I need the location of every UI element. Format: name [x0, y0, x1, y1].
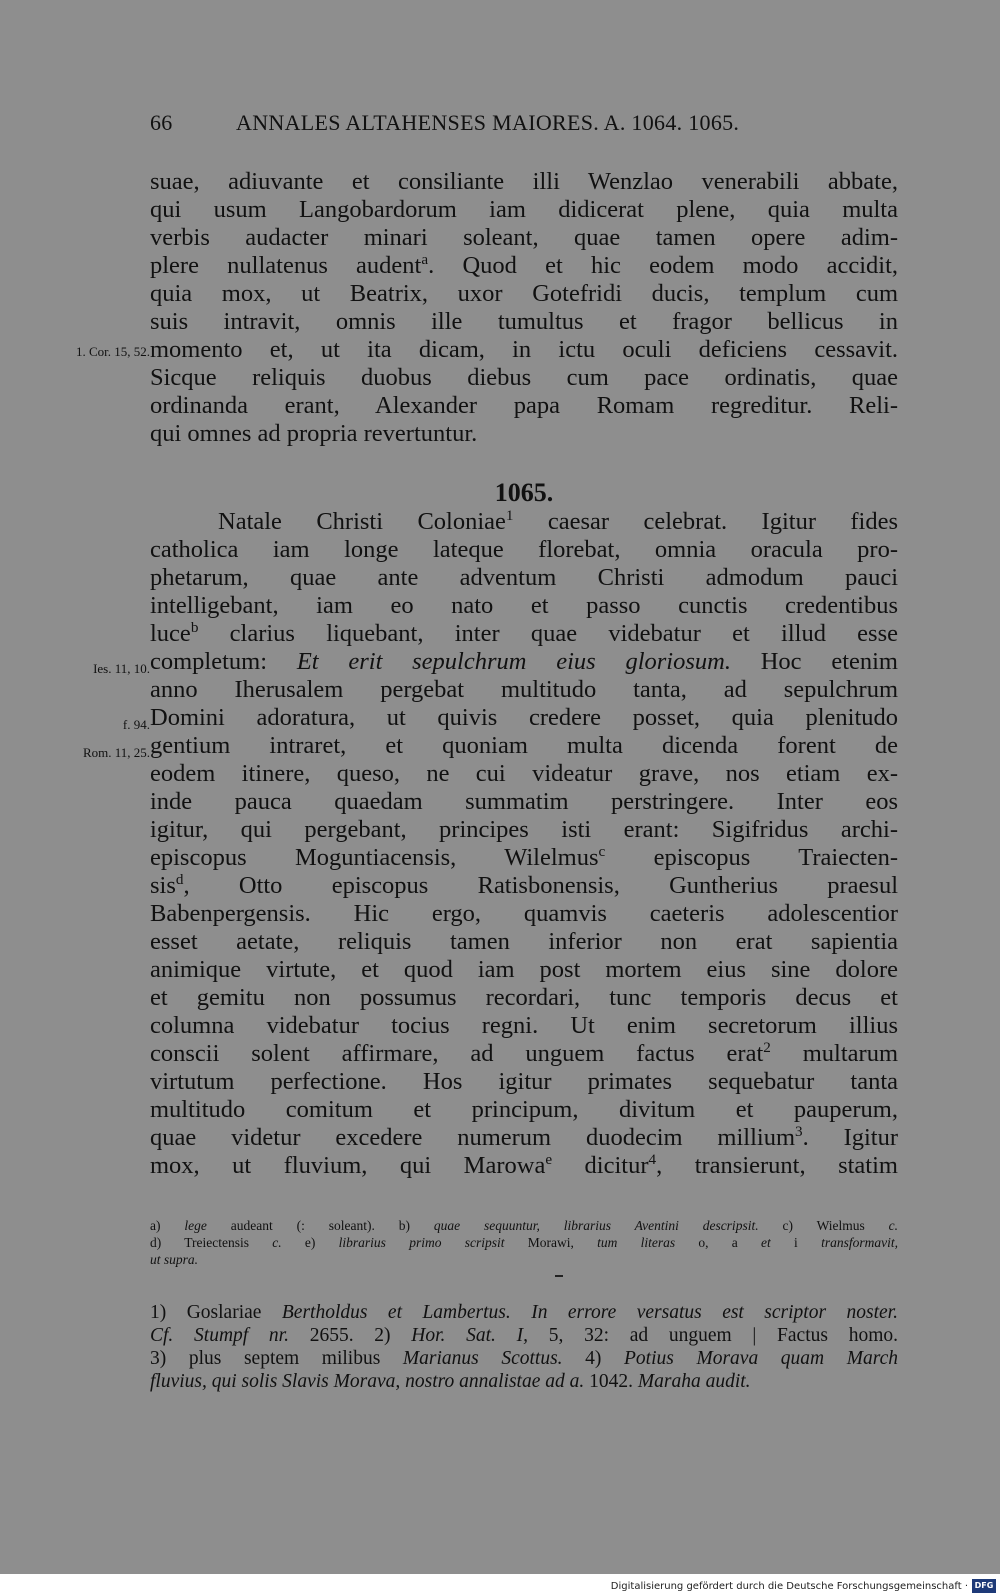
footnote-mark: 2: [763, 1038, 771, 1056]
text-line: episcopus Moguntiacensis, Wilelmus$^c$ episcopus Traiecten-: [150, 842, 899, 871]
text-line: esset aetate, reliquis tamen inferior non erat sapientia: [150, 928, 898, 955]
text-line: completum: Et erit sepulchrum eius gloriosum. Hoc etenim: [150, 648, 898, 675]
text-line: conscii solent affirmare, ad unguem factus erat$^2$ multarum: [150, 1038, 898, 1067]
footnote-line: fluvius, qui solis Slavis Morava, nostro annalistae ad a. 1042. Maraha audit.: [150, 1371, 751, 1392]
separator-mark: [555, 1275, 563, 1277]
biblical-quote: Et erit sepulchrum eius gloriosum.: [296, 648, 731, 675]
footnote-line: 3) plus septem milibus Marianus Scottus. 4) Potius Morava quam March: [150, 1348, 898, 1369]
apparatus-line: d) Treiectensis c. e) librarius primo scripsit Morawi, tum literas o, a et i transformavit,: [150, 1235, 898, 1250]
text-line: sis$^d$, Otto episcopus Ratisbonensis, Guntherius praesul: [150, 870, 898, 899]
text-line: luce$^b$ clarius liquebant, inter quae videbatur et illud esse: [150, 618, 898, 647]
footnote-line: 1) Goslariae Bertholdus et Lambertus. In errore versatus est scriptor noster.: [150, 1302, 898, 1323]
footnote-mark: 3: [795, 1122, 803, 1140]
text-line: animique virtute, et quod iam post mortem eius sine dolore: [150, 956, 898, 983]
footnote-mark: 1: [505, 506, 514, 524]
margin-reference: Ies. 11, 10.: [93, 661, 150, 676]
text-line: verbis audacter minari soleant, quae tamen opere adim-: [150, 224, 898, 251]
text-line: multitudo comitum et principum, divitum et pauperum,: [150, 1096, 898, 1123]
text-line: ordinanda erant, Alexander papa Romam regreditur. Reli-: [150, 392, 898, 419]
text-line: suae, adiuvante et consiliante illi Wenzlao venerabili abbate,: [150, 168, 898, 195]
digitization-credit: Digitalisierung gefördert durch die Deutsche Forschungsgemeinschaft ·: [610, 1581, 968, 1592]
year-heading: 1065.: [494, 478, 554, 507]
text-line: momento et, ut ita dicam, in ictu oculi deficiens cessavit.: [150, 336, 898, 363]
text-line: gentium intraret, et quoniam multa dicenda forent de: [150, 732, 898, 759]
text-line: Domini adoratura, ut quivis credere posset, quia plenitudo: [150, 704, 898, 731]
text-line: eodem itinere, queso, ne cui videatur grave, nos etiam ex-: [150, 760, 898, 787]
text-line: catholica iam longe lateque florebat, omnia oracula pro-: [150, 536, 898, 563]
page-number: 66: [150, 110, 173, 135]
running-title: ANNALES ALTAHENSES MAIORES. A. 1064. 1065.: [236, 110, 740, 135]
apparatus-mark: e: [545, 1150, 553, 1168]
footnote-line: Cf. Stumpf nr. 2655. 2) Hor. Sat. I, 5, 32: ad unguem | Factus homo.: [150, 1325, 898, 1346]
apparatus-line: a) lege audeant (: soleant). b) quae sequuntur, librarius Aventini descripsit. c) Wielmus c.: [150, 1218, 899, 1233]
text-line: Sicque reliquis duobus diebus cum pace ordinatis, quae: [150, 364, 898, 391]
text-line: inde pauca quaedam summatim perstringere. Inter eos: [150, 788, 898, 815]
text-line: suis intravit, omnis ille tumultus et fragor bellicus in: [150, 308, 898, 335]
text-line: mox, ut fluvium, qui Marowa$^e$ dicitur$^4$, transierunt, statim: [150, 1150, 898, 1179]
apparatus-mark: a: [421, 250, 429, 268]
text-line: phetarum, quae ante adventum Christi admodum pauci: [150, 564, 898, 591]
apparatus-mark: d: [175, 870, 184, 888]
text-line: virtutum perfectione. Hos igitur primates sequebatur tanta: [150, 1068, 898, 1095]
apparatus-mark: c: [598, 842, 606, 860]
footnotes: [150, 1302, 898, 1394]
text-line: Babenpergensis. Hic ergo, quamvis caeteris adolescentior: [150, 900, 898, 927]
text-line: Natale Christi Coloniae$^1$ caesar celebrat. Igitur fides: [218, 506, 899, 535]
apparatus-mark: b: [190, 618, 199, 636]
text-line: anno Iherusalem pergebat multitudo tanta, ad sepulchrum: [150, 676, 898, 703]
text-line: qui omnes ad propria revertuntur.: [150, 420, 478, 447]
margin-reference: Rom. 11, 25.: [82, 745, 150, 760]
text-line: quae videtur excedere numerum duodecim millium$^3$. Igitur: [150, 1122, 898, 1151]
footer-strip: [0, 1574, 1000, 1596]
text-line: columna videbatur tocius regni. Ut enim secretorum illius: [150, 1012, 898, 1039]
critical-apparatus: [150, 1218, 898, 1269]
text-line: intelligebant, iam eo nato et passo cunctis credentibus: [150, 592, 898, 619]
text-line: quia mox, ut Beatrix, uxor Gotefridi ducis, templum cum: [150, 280, 898, 307]
text-line: igitur, qui pergebant, principes isti erant: Sigifridus archi-: [150, 816, 898, 843]
text-line: plere nullatenus audent$^a$. Quod et hic eodem modo accidit,: [150, 250, 898, 279]
apparatus-line: ut supra.: [150, 1252, 199, 1267]
margin-reference: f. 94.: [122, 717, 150, 732]
footnote-mark: 4: [648, 1150, 657, 1168]
text-line: et gemitu non possumus recordari, tunc temporis decus et: [150, 984, 898, 1011]
dfg-logo: DFG: [972, 1579, 996, 1593]
margin-reference: 1. Cor. 15, 52.: [75, 344, 150, 359]
text-line: qui usum Langobardorum iam didicerat plene, quia multa: [150, 196, 898, 223]
